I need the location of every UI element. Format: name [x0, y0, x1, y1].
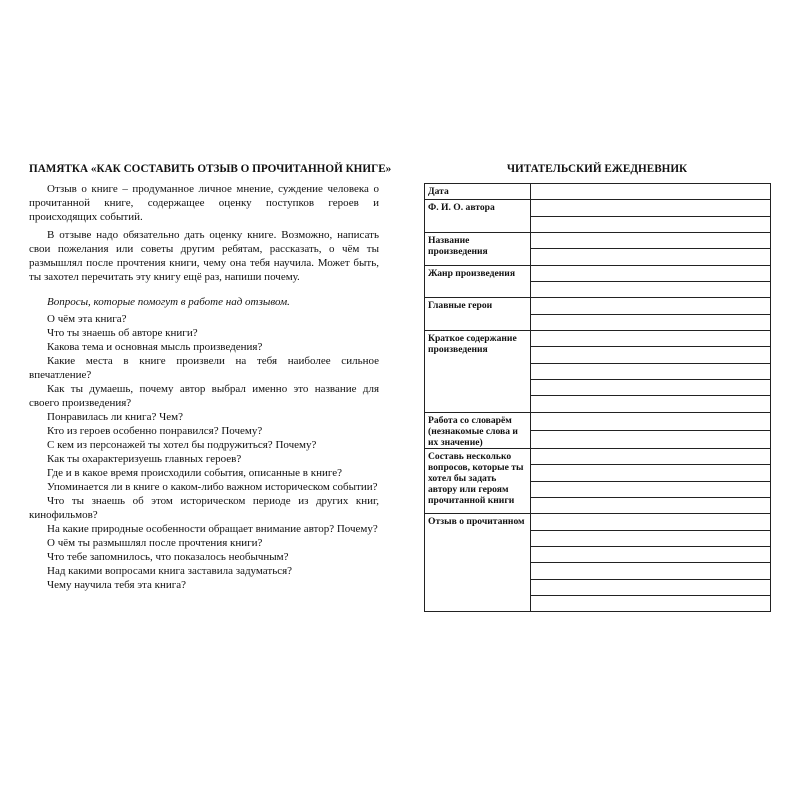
- diary-write-line[interactable]: [531, 363, 771, 379]
- question-item: Что ты знаешь об этом историческом периоде из других книг, кинофильмов?: [29, 495, 379, 521]
- diary-write-line[interactable]: [531, 481, 771, 497]
- question-item: Кто из героев особенно понравился? Почему?: [47, 425, 263, 437]
- question-item: Упоминается ли в книге о каком-либо важном историческом событии?: [47, 481, 378, 493]
- diary-row: [425, 448, 771, 464]
- diary-write-line[interactable]: [531, 595, 771, 611]
- question-item: Как ты охарактеризуешь главных героев?: [47, 453, 242, 465]
- diary-write-line[interactable]: [531, 233, 771, 249]
- diary-title: ЧИТАТЕЛЬСКИЙ ЕЖЕДНЕВНИК: [506, 163, 688, 175]
- diary-write-line[interactable]: [531, 563, 771, 579]
- question-item: Где и в какое время происходили события, описанные в книге?: [47, 467, 342, 479]
- question-item: О чём ты размышлял после прочтения книги?: [47, 537, 263, 549]
- diary-write-line[interactable]: [531, 530, 771, 546]
- diary-row: [425, 412, 771, 430]
- diary-write-line[interactable]: [531, 514, 771, 530]
- diary-row: [425, 184, 771, 200]
- question-item: Над какими вопросами книга заставила задуматься?: [47, 565, 293, 577]
- reader-diary-column: [424, 163, 770, 612]
- question-item: Какие места в книге произвели на тебя наиболее сильное впечатление?: [29, 355, 379, 381]
- diary-write-line[interactable]: [531, 497, 771, 513]
- diary-write-line[interactable]: [531, 347, 771, 363]
- diary-field-label: Работа со словарём (незнакомые слова и их значение): [425, 412, 531, 448]
- diary-field-label: Краткое содержание произведения: [425, 331, 531, 413]
- diary-write-line[interactable]: [531, 546, 771, 562]
- diary-field-label: Составь несколько вопросов, которые ты хотел бы задать автору или героям прочитанной книги: [425, 448, 531, 513]
- diary-table: [424, 183, 771, 612]
- diary-field-label: Жанр произведения: [425, 265, 531, 298]
- diary-write-line[interactable]: [531, 265, 771, 281]
- question-item: На какие природные особенности обращает внимание автор? Почему?: [47, 523, 378, 535]
- question-item: Как ты думаешь, почему автор выбрал именно это название для своего произведения?: [29, 383, 379, 409]
- diary-write-line[interactable]: [531, 465, 771, 481]
- diary-write-line[interactable]: [531, 412, 771, 430]
- diary-write-line[interactable]: [531, 298, 771, 314]
- diary-row: [425, 514, 771, 530]
- diary-row: [425, 298, 771, 314]
- diary-write-line[interactable]: [531, 184, 771, 200]
- diary-write-line[interactable]: [531, 249, 771, 265]
- intro-paragraph: Отзыв о книге – продуманное личное мнение, суждение человека о прочитанной книге, содержащее оценку поступков героев и происходящих событий.: [29, 183, 379, 223]
- diary-field-label: Ф. И. О. автора: [425, 200, 531, 233]
- diary-write-line[interactable]: [531, 331, 771, 347]
- diary-write-line[interactable]: [531, 216, 771, 232]
- question-item: Понравилась ли книга? Чем?: [47, 411, 183, 423]
- question-item: Что тебе запомнилось, что показалось необычным?: [47, 551, 289, 563]
- diary-field-label: Дата: [425, 184, 531, 200]
- diary-row: [425, 233, 771, 249]
- question-item: С кем из персонажей ты хотел бы подружиться? Почему?: [47, 439, 317, 451]
- diary-row: [425, 331, 771, 347]
- diary-write-line[interactable]: [531, 200, 771, 216]
- reminder-column: [29, 163, 392, 592]
- diary-write-line[interactable]: [531, 430, 771, 448]
- diary-field-label: Главные герои: [425, 298, 531, 331]
- diary-write-line[interactable]: [531, 282, 771, 298]
- diary-write-line[interactable]: [531, 314, 771, 330]
- advice-paragraph: В отзыве надо обязательно дать оценку книге. Возможно, написать свои пожелания или советы другим ребятам, рассказать, о чём ты размышлял после прочтения книги, чему она тебя научила. Может быть, ты захотел перечитать эту книгу ещё раз, напиши почему.: [29, 229, 379, 283]
- diary-row: [425, 265, 771, 281]
- questions-list: [29, 312, 379, 592]
- questions-heading: Вопросы, которые помогут в работе над отзывом.: [47, 296, 290, 308]
- question-item: Какова тема и основная мысль произведения?: [47, 341, 263, 353]
- diary-write-line[interactable]: [531, 579, 771, 595]
- question-item: Чему научила тебя эта книга?: [47, 579, 187, 591]
- diary-write-line[interactable]: [531, 380, 771, 396]
- diary-write-line[interactable]: [531, 448, 771, 464]
- reminder-title: ПАМЯТКА «КАК СОСТАВИТЬ ОТЗЫВ О ПРОЧИТАННОЙ КНИГЕ»: [29, 163, 392, 175]
- question-item: Что ты знаешь об авторе книги?: [47, 327, 198, 339]
- diary-write-line[interactable]: [531, 396, 771, 412]
- diary-row: [425, 200, 771, 216]
- question-item: О чём эта книга?: [47, 313, 127, 325]
- diary-field-label: Отзыв о прочитанном: [425, 514, 531, 612]
- diary-field-label: Название произведения: [425, 233, 531, 266]
